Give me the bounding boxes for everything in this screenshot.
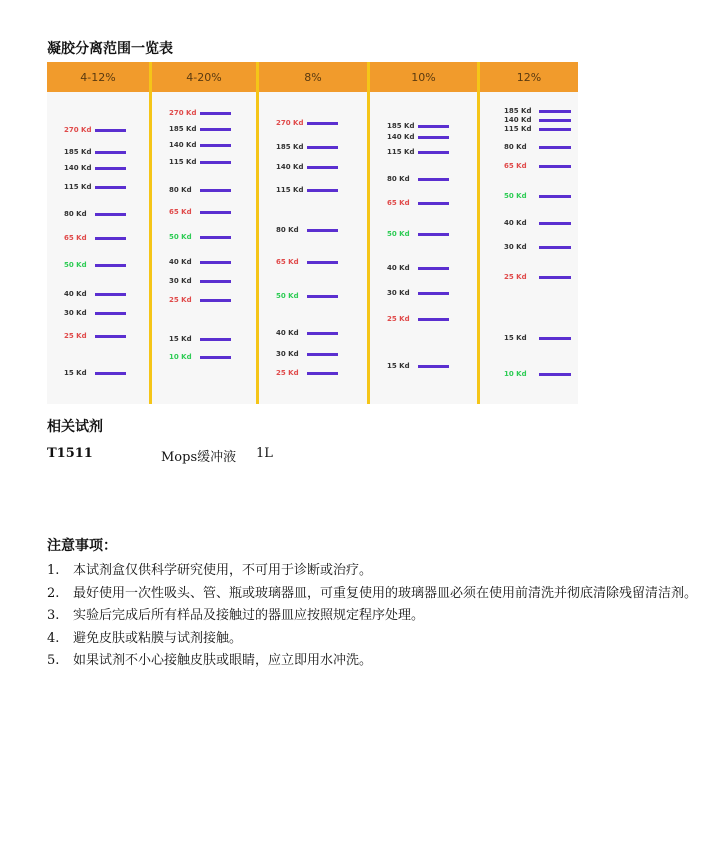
band-label: 40 Kd	[64, 290, 87, 298]
band-label: 30 Kd	[64, 309, 87, 317]
band-label: 65 Kd	[387, 199, 410, 207]
gel-column	[47, 62, 149, 404]
note-item	[47, 605, 697, 628]
band-line	[95, 335, 126, 338]
band-label: 65 Kd	[504, 162, 527, 170]
band-line	[200, 112, 231, 115]
note-item	[47, 560, 697, 583]
band-line	[200, 161, 231, 164]
reagent-name: Mops缓冲液	[161, 450, 237, 465]
band-line	[95, 151, 126, 154]
gel-column	[152, 62, 256, 404]
band-line	[539, 110, 571, 113]
band-label: 80 Kd	[64, 210, 87, 218]
band-label: 185 Kd	[504, 107, 532, 115]
band-line	[418, 292, 449, 295]
band-line	[200, 144, 231, 147]
note-number: 2.	[47, 585, 60, 601]
reagent-code: T1511	[47, 446, 93, 461]
band-label: 65 Kd	[276, 258, 299, 266]
band-label: 30 Kd	[276, 350, 299, 358]
band-line	[307, 295, 338, 298]
band-label: 40 Kd	[276, 329, 299, 337]
band-line	[95, 167, 126, 170]
band-line	[307, 353, 338, 356]
band-line	[200, 299, 231, 302]
gel-column	[480, 62, 578, 404]
gel-column-header: 4-12%	[47, 62, 149, 92]
note-text: 本试剂盒仅供科学研究使用，不可用于诊断或治疗。	[73, 563, 373, 578]
band-label: 65 Kd	[169, 208, 192, 216]
band-label: 50 Kd	[276, 292, 299, 300]
band-label: 80 Kd	[504, 143, 527, 151]
band-label: 15 Kd	[64, 369, 87, 377]
gel-column-divider	[256, 62, 259, 404]
band-line	[418, 267, 449, 270]
band-label: 30 Kd	[504, 243, 527, 251]
band-label: 80 Kd	[169, 186, 192, 194]
band-label: 25 Kd	[64, 332, 87, 340]
note-text: 最好使用一次性吸头、管、瓶或玻璃器皿，可重复使用的玻璃器皿必须在使用前清洗并彻底清除残留清洁剂。	[73, 585, 698, 601]
band-label: 25 Kd	[387, 315, 410, 323]
band-line	[95, 186, 126, 189]
band-line	[200, 128, 231, 131]
band-line	[539, 373, 571, 376]
band-label: 50 Kd	[387, 230, 410, 238]
band-line	[418, 318, 449, 321]
band-label: 115 Kd	[276, 186, 304, 194]
band-label: 270 Kd	[169, 109, 197, 117]
note-text: 如果试剂不小心接触皮肤或眼睛，应立即用水冲洗。	[73, 653, 373, 668]
band-line	[539, 337, 571, 340]
gel-column-divider	[367, 62, 370, 404]
band-line	[200, 189, 231, 192]
gel-column-header: 10%	[370, 62, 477, 92]
gel-column-header: 4-20%	[152, 62, 256, 92]
band-line	[539, 276, 571, 279]
band-label: 40 Kd	[169, 258, 192, 266]
band-line	[307, 229, 338, 232]
band-label: 10 Kd	[169, 353, 192, 361]
band-label: 25 Kd	[169, 296, 192, 304]
band-line	[418, 202, 449, 205]
band-line	[418, 125, 449, 128]
band-label: 140 Kd	[276, 163, 304, 171]
band-line	[418, 151, 449, 154]
band-line	[200, 211, 231, 214]
band-label: 270 Kd	[64, 126, 92, 134]
note-item	[47, 650, 697, 673]
band-label: 80 Kd	[387, 175, 410, 183]
band-line	[200, 338, 231, 341]
gel-column-divider	[477, 62, 480, 404]
band-label: 50 Kd	[64, 261, 87, 269]
band-line	[95, 264, 126, 267]
band-line	[539, 128, 571, 131]
gel-column-divider	[149, 62, 152, 404]
note-item	[47, 583, 697, 606]
band-label: 140 Kd	[504, 116, 532, 124]
band-label: 25 Kd	[504, 273, 527, 281]
band-label: 185 Kd	[169, 125, 197, 133]
reagents-title: 相关试剂	[47, 419, 103, 435]
band-line	[539, 146, 571, 149]
band-line	[200, 356, 231, 359]
band-line	[95, 129, 126, 132]
band-label: 115 Kd	[169, 158, 197, 166]
band-label: 140 Kd	[169, 141, 197, 149]
band-label: 50 Kd	[504, 192, 527, 200]
band-label: 185 Kd	[387, 122, 415, 130]
band-line	[539, 246, 571, 249]
note-number: 4.	[47, 630, 60, 646]
gel-column-body	[47, 92, 149, 404]
band-label: 140 Kd	[387, 133, 415, 141]
band-label: 50 Kd	[169, 233, 192, 241]
band-line	[539, 165, 571, 168]
band-label: 115 Kd	[387, 148, 415, 156]
band-label: 270 Kd	[276, 119, 304, 127]
band-line	[307, 332, 338, 335]
band-line	[307, 166, 338, 169]
band-line	[539, 222, 571, 225]
band-label: 15 Kd	[169, 335, 192, 343]
band-line	[307, 122, 338, 125]
band-label: 140 Kd	[64, 164, 92, 172]
band-label: 185 Kd	[64, 148, 92, 156]
gel-column	[370, 62, 477, 404]
band-label: 25 Kd	[276, 369, 299, 377]
note-number: 1.	[47, 563, 60, 578]
note-number: 5.	[47, 653, 60, 668]
band-line	[200, 261, 231, 264]
notes-list	[47, 560, 697, 673]
band-line	[95, 237, 126, 240]
band-line	[95, 312, 126, 315]
band-label: 15 Kd	[504, 334, 527, 342]
band-line	[95, 213, 126, 216]
band-line	[539, 195, 571, 198]
band-line	[95, 293, 126, 296]
note-item	[47, 628, 697, 651]
band-line	[307, 372, 338, 375]
note-text: 实验后完成后所有样品及接触过的器皿应按照规定程序处理。	[73, 608, 425, 623]
band-label: 15 Kd	[387, 362, 410, 370]
band-label: 115 Kd	[64, 183, 92, 191]
band-label: 30 Kd	[169, 277, 192, 285]
band-line	[307, 189, 338, 192]
band-line	[539, 119, 571, 122]
band-label: 30 Kd	[387, 289, 410, 297]
band-label: 185 Kd	[276, 143, 304, 151]
band-label: 65 Kd	[64, 234, 87, 242]
band-line	[95, 372, 126, 375]
band-line	[418, 136, 449, 139]
reagent-size: 1L	[256, 446, 273, 461]
gel-column-header: 12%	[480, 62, 578, 92]
gel-separation-table	[47, 62, 578, 404]
notes-title: 注意事项：	[47, 538, 117, 554]
band-line	[307, 146, 338, 149]
band-line	[200, 280, 231, 283]
gel-column-header: 8%	[259, 62, 367, 92]
band-label: 40 Kd	[387, 264, 410, 272]
band-line	[200, 236, 231, 239]
note-number: 3.	[47, 608, 60, 623]
band-line	[307, 261, 338, 264]
gel-table-title: 凝胶分离范围一览表	[47, 41, 173, 57]
band-label: 40 Kd	[504, 219, 527, 227]
band-label: 115 Kd	[504, 125, 532, 133]
band-label: 10 Kd	[504, 370, 527, 378]
band-line	[418, 233, 449, 236]
band-line	[418, 178, 449, 181]
band-line	[418, 365, 449, 368]
band-label: 80 Kd	[276, 226, 299, 234]
note-text: 避免皮肤或粘膜与试剂接触。	[73, 630, 243, 646]
gel-column	[259, 62, 367, 404]
